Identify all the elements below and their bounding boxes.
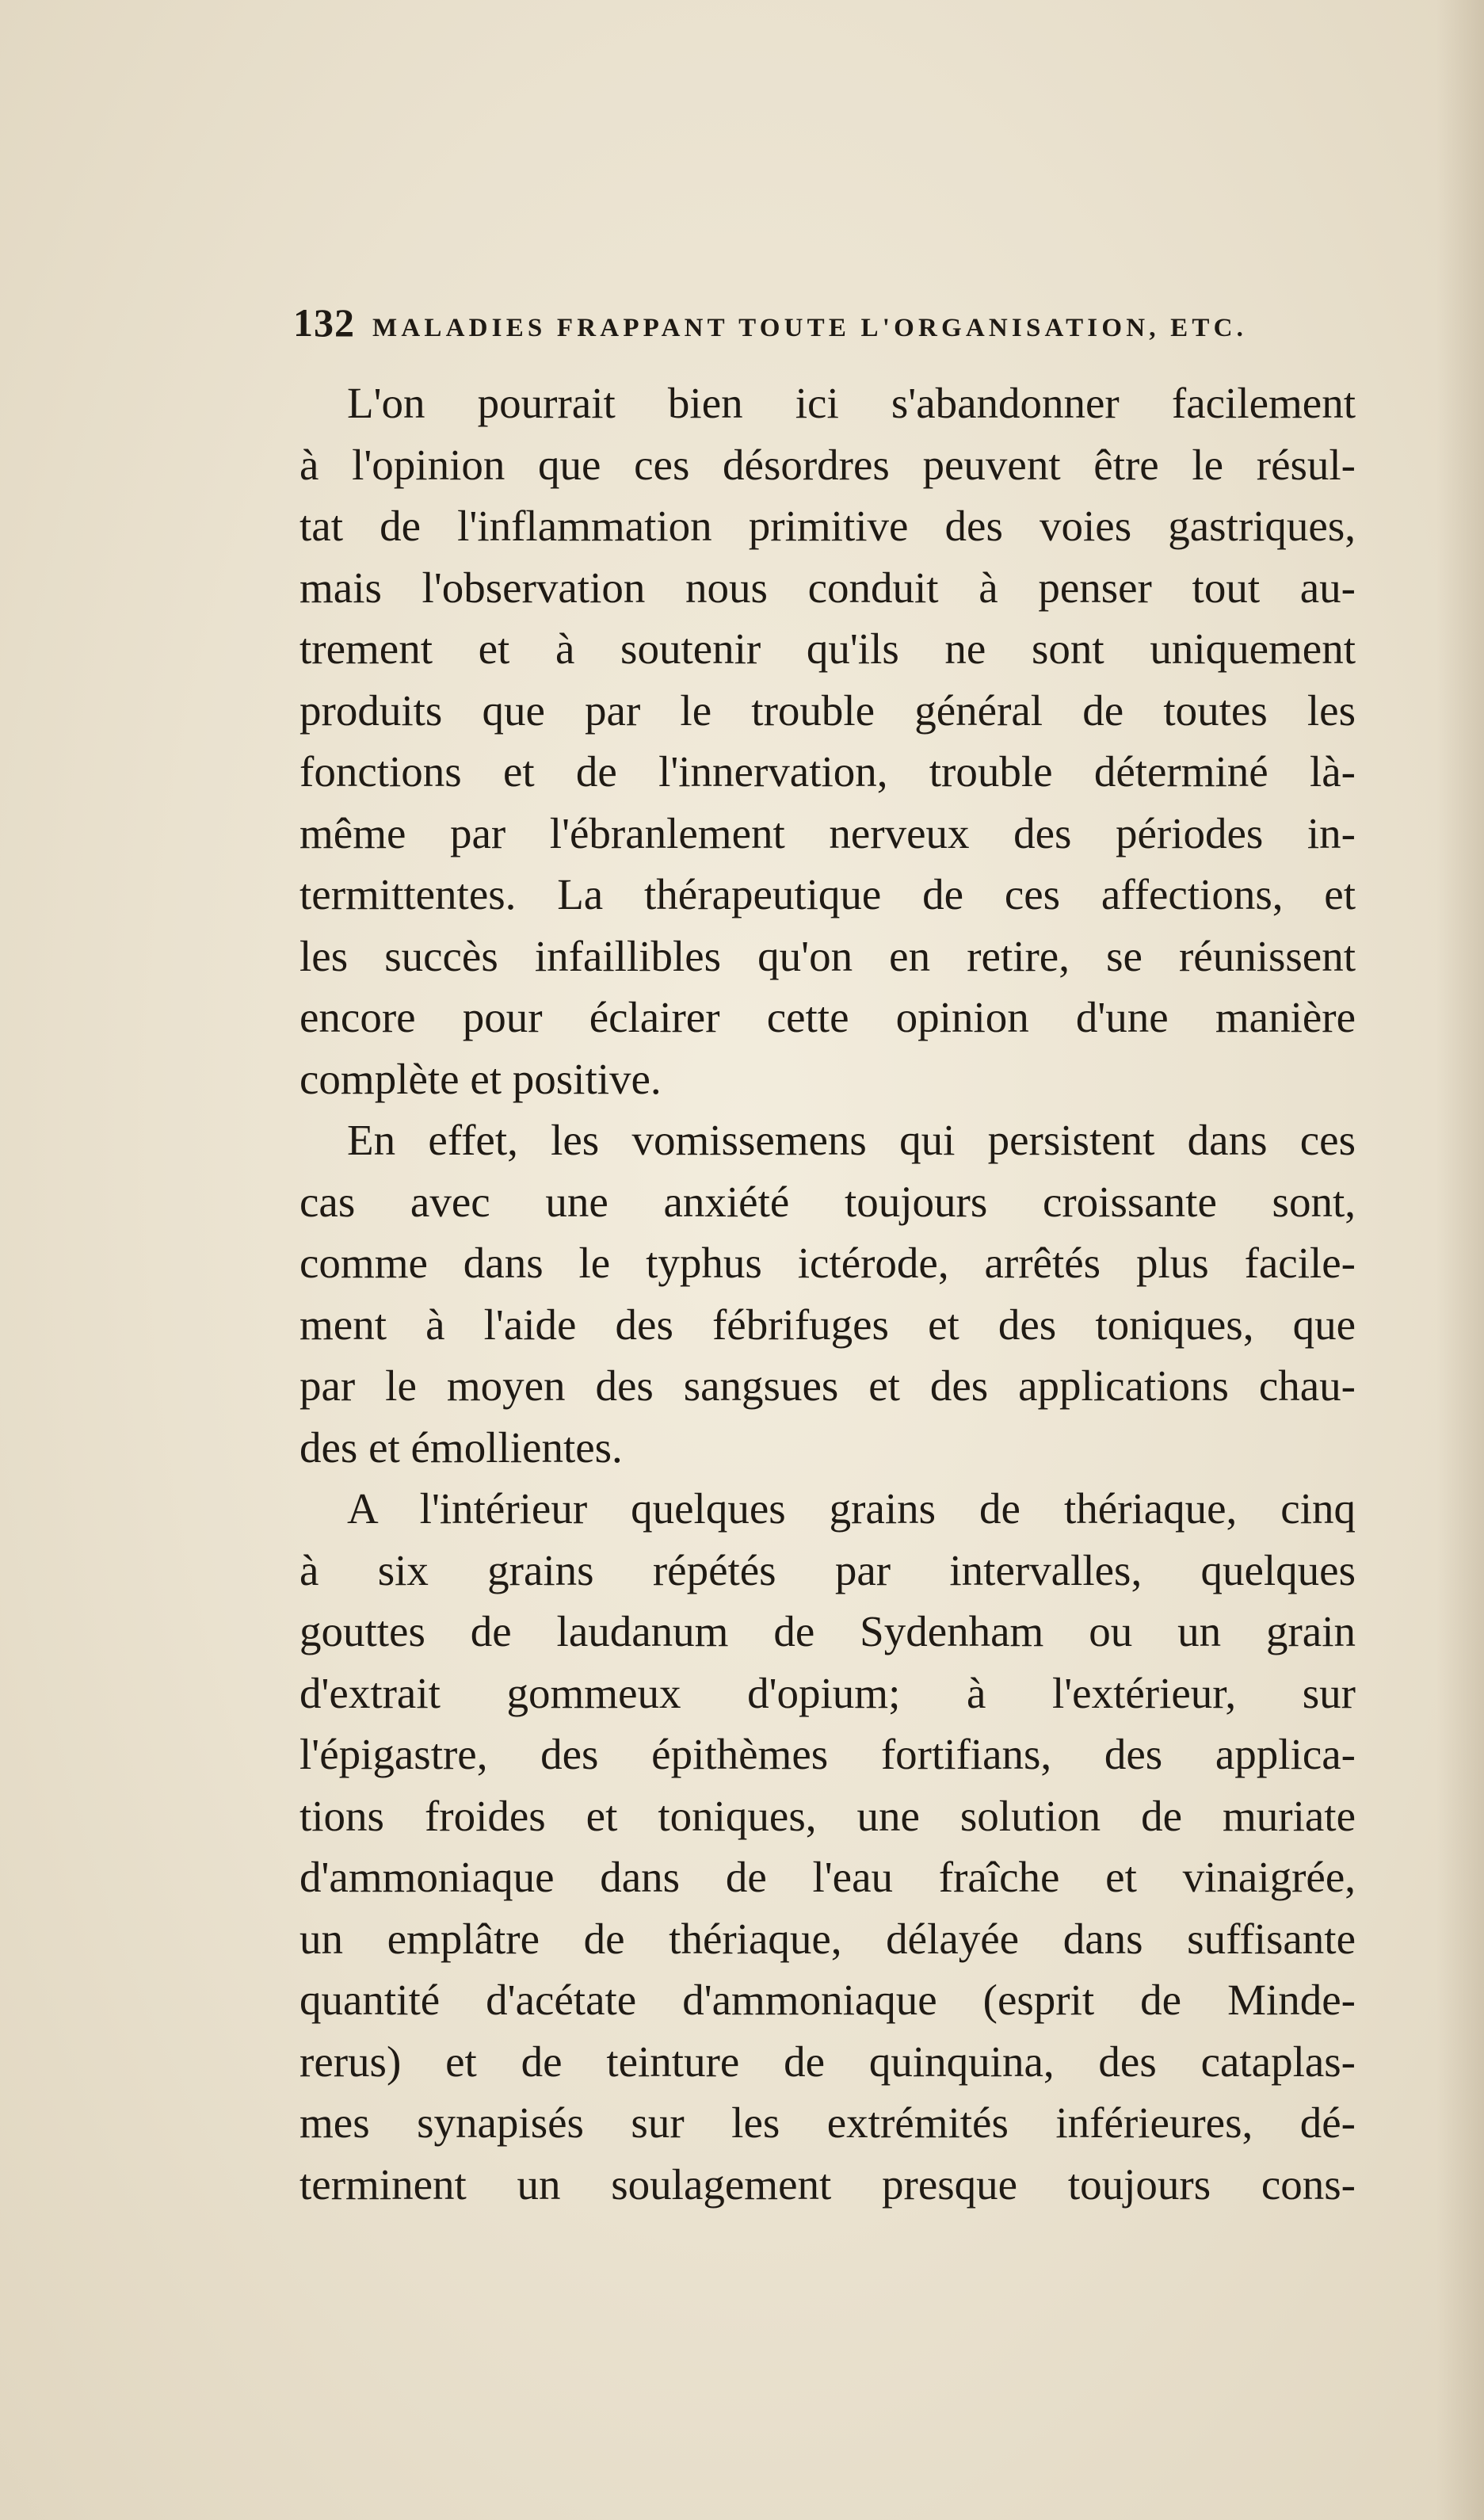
text-line: produits que par le trouble général de toutes les [299,685,1356,735]
text-line: tat de l'inflammation primitive des voies gastriques, [299,502,1356,550]
running-title: MALADIES FRAPPANT TOUTE L'ORGANISATION, ETC. [372,314,1248,342]
running-head [293,300,1355,355]
text-line: quantité d'acétate d'ammoniaque (esprit de Minde- [299,1976,1356,2024]
text-line: En effet, les vomissemens qui persistent dans ces [347,1116,1356,1164]
text-line: complète et positive. [299,1054,662,1103]
text-line: A l'intérieur quelques grains de thériaque, cinq [347,1484,1356,1533]
text-line: terminent un soulagement presque toujours cons- [299,2159,1356,2209]
text-line: des et émollientes. [299,1422,623,1472]
text-line: fonctions et de l'innervation, trouble déterminé là- [299,747,1356,796]
text-line: trement et à soutenir qu'ils ne sont uniquement [299,624,1356,673]
text-line: l'épigastre, des épithèmes fortifians, des applica- [299,1730,1356,1778]
page-edge-shadow [1436,0,1484,2520]
text-line: comme dans le typhus ictérode, arrêtés plus facile- [299,1239,1356,1287]
text-line: même par l'ébranlement nerveux des périodes in- [299,808,1356,857]
text-line: cas avec une anxiété toujours croissante sont, [299,1177,1356,1226]
text-line: d'extrait gommeux d'opium; à l'extérieur, sur [299,1668,1356,1717]
text-line: à six grains répétés par intervalles, quelques [299,1545,1356,1594]
text-line: ment à l'aide des fébrifuges et des toniques, que [299,1300,1356,1349]
body-text [299,372,1356,2215]
text-line: mes synapisés sur les extrémités inférieures, dé- [299,2098,1356,2147]
text-line: encore pour éclairer cette opinion d'une manière [299,993,1356,1041]
text-line: par le moyen des sangsues et des applications chau- [299,1361,1356,1410]
text-line: mais l'observation nous conduit à penser tout au- [299,563,1356,612]
text-line: termittentes. La thérapeutique de ces affections, et [299,870,1356,918]
text-line: rerus) et de teinture de quinquina, des cataplas- [299,2037,1356,2086]
text-line: d'ammoniaque dans de l'eau fraîche et vinaigrée, [299,1853,1356,1901]
text-line: les succès infaillibles qu'on en retire, se réunissent [299,931,1356,980]
page-number: 132 [293,300,355,345]
text-line: L'on pourrait bien ici s'abandonner facilement [347,379,1356,427]
text-line: tions froides et toniques, une solution de muriate [299,1791,1356,1840]
text-line: gouttes de laudanum de Sydenham ou un grain [299,1607,1356,1655]
text-line: un emplâtre de thériaque, délayée dans suffisante [299,1914,1356,1963]
text-line: à l'opinion que ces désordres peuvent être le résul- [299,440,1356,489]
